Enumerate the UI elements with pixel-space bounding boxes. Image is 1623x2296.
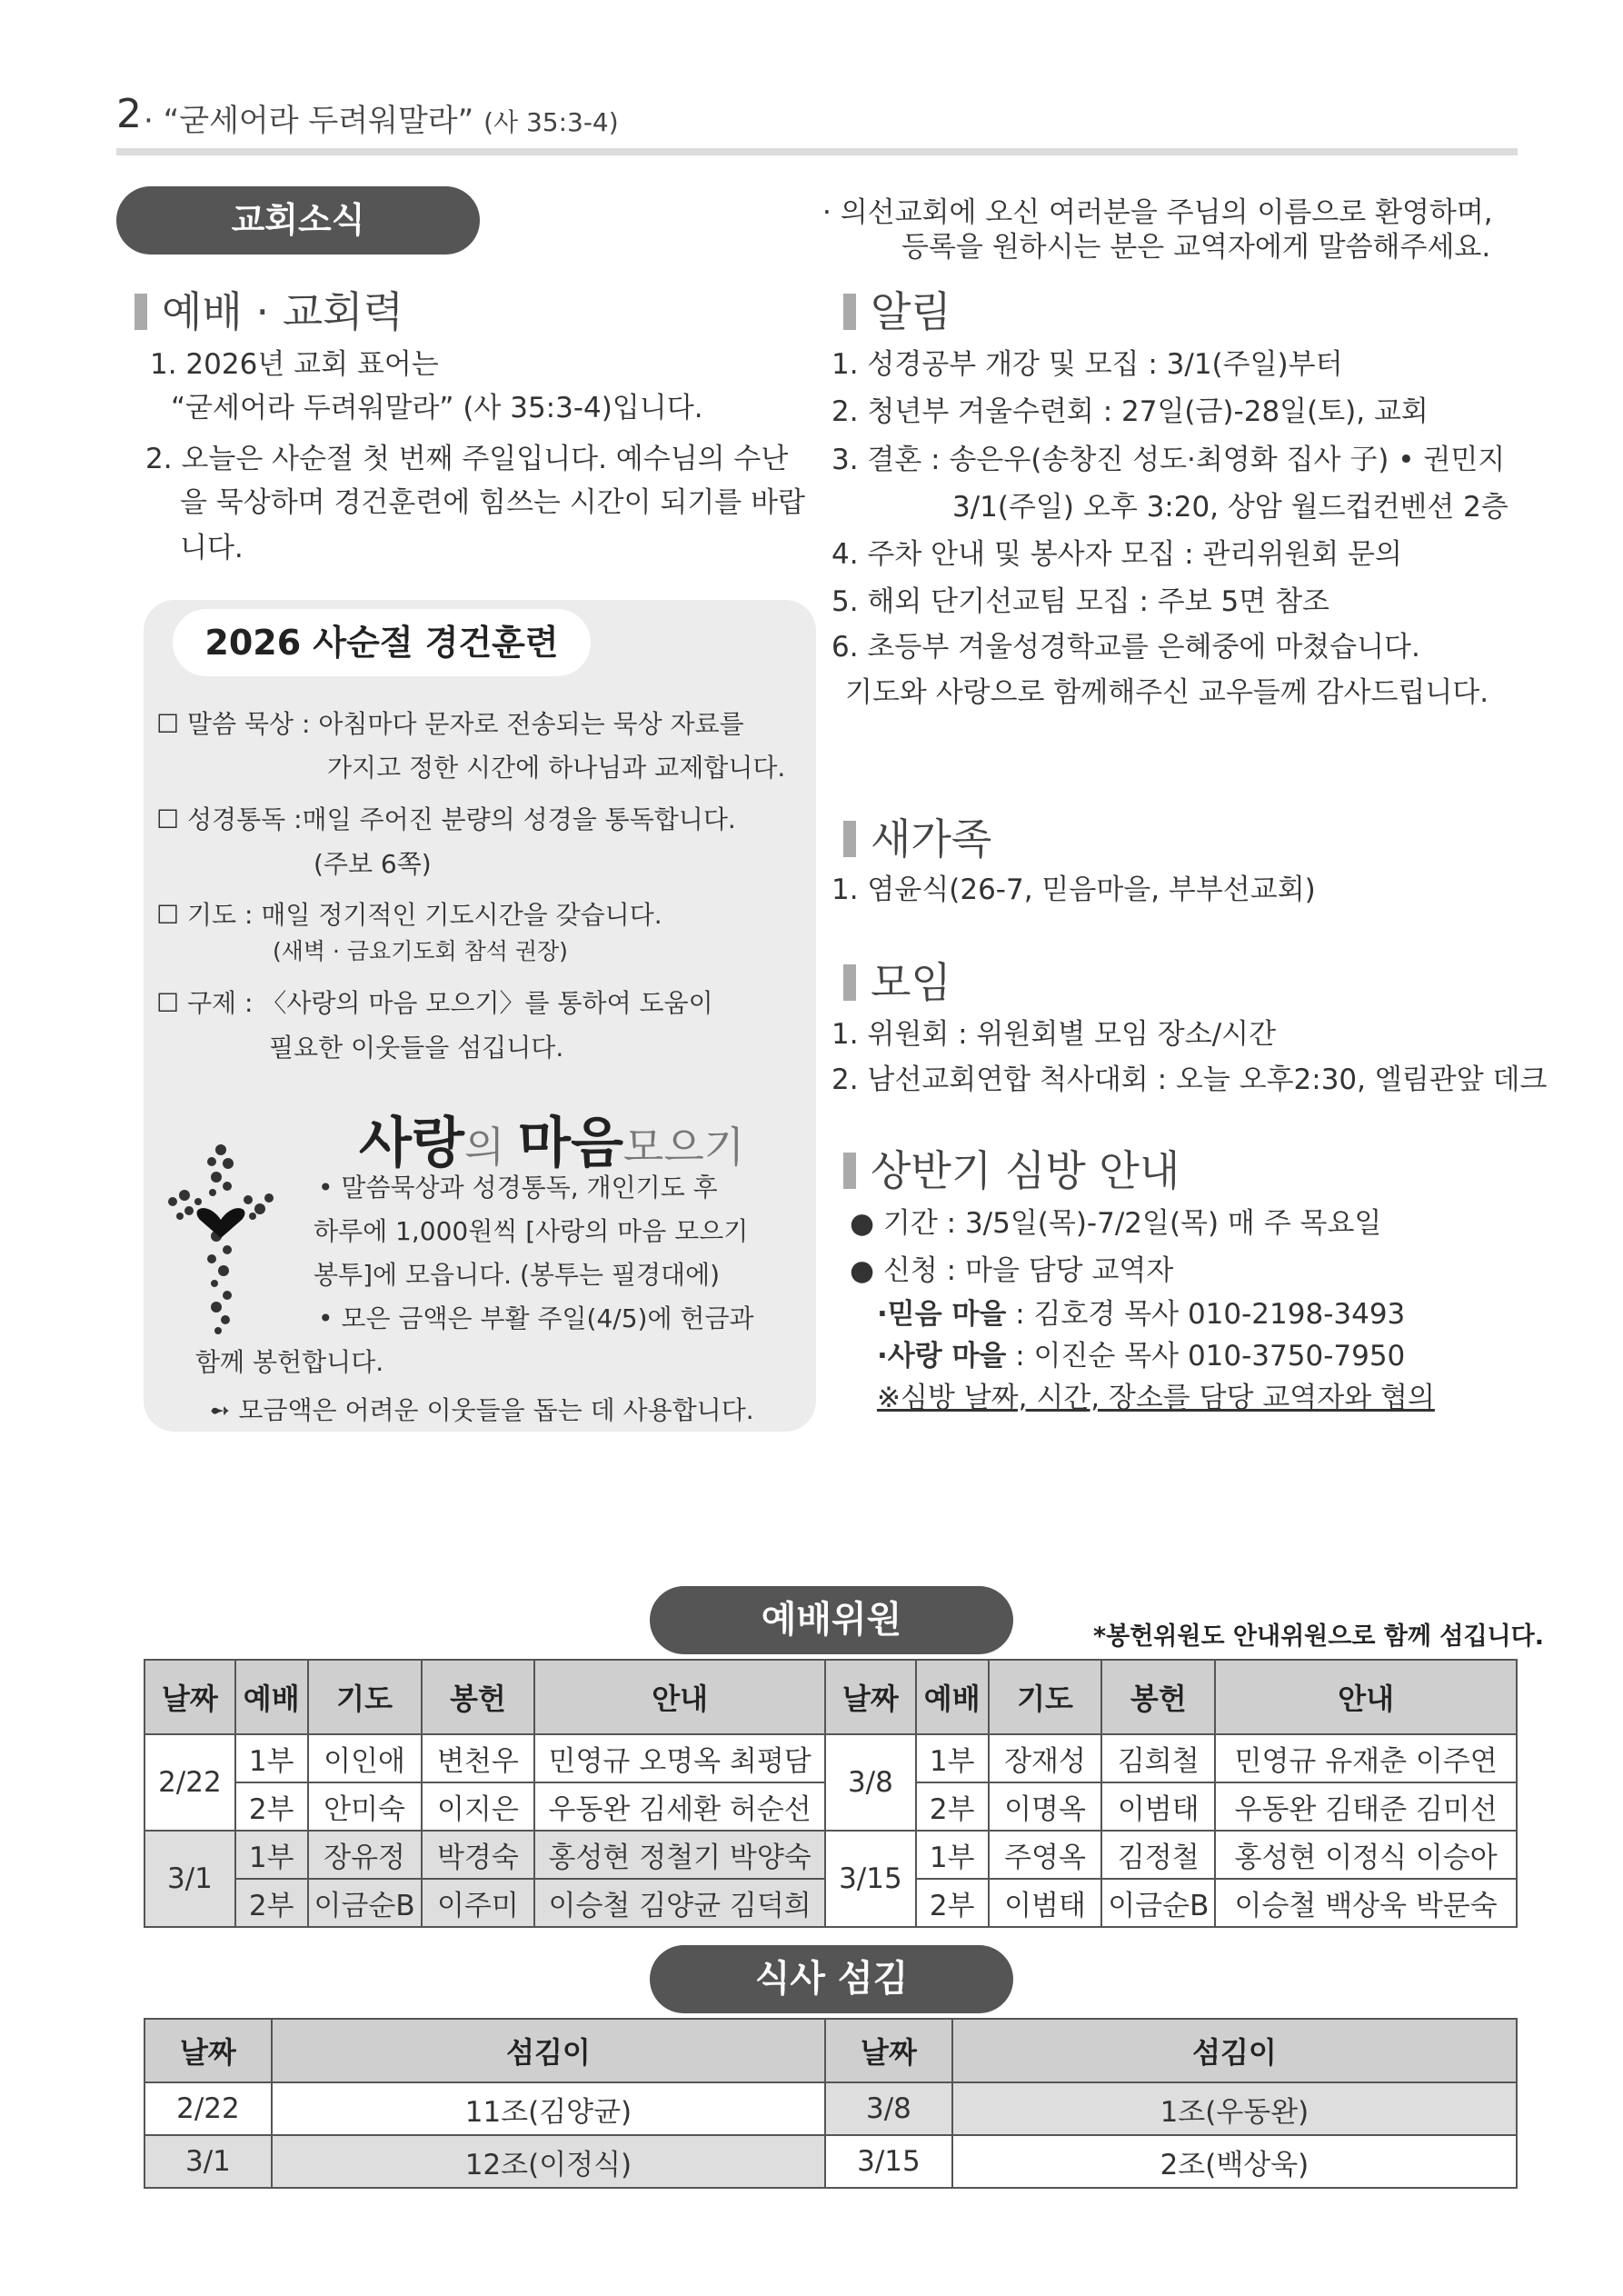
table-cell: 이주미 xyxy=(422,1879,535,1927)
table-cell: 1부 xyxy=(916,1734,989,1782)
lent-item-prayer: ☐ 기도 : 매일 정기적인 기도시간을 갖습니다. xyxy=(156,900,662,930)
heart-cross-icon xyxy=(162,1136,280,1336)
section-heading-worship-calendar: 예배 · 교회력 xyxy=(134,279,403,339)
header-divider xyxy=(116,148,1518,155)
lent-item-meditation-detail: 가지고 정한 시간에 하나님과 교제합니다. xyxy=(327,753,786,783)
table-row xyxy=(144,1734,1517,1782)
new-family-item-1: 1. 염윤식(26-7, 믿음마을, 부부선교회) xyxy=(831,873,1316,906)
table-cell-date: 2/22 xyxy=(144,1734,235,1831)
table-cell: 김희철 xyxy=(1101,1734,1215,1782)
col-offering: 봉헌 xyxy=(422,1660,535,1734)
table-cell: 1부 xyxy=(235,1831,308,1879)
table-cell: 장유정 xyxy=(308,1831,422,1879)
table-cell: 11조(김양균) xyxy=(272,2082,825,2135)
header-motto: “굳세어라 두려워말라” xyxy=(163,103,474,139)
announce-item-2: 2. 청년부 겨울수련회 : 27일(금)-28일(토), 교회 xyxy=(831,395,1429,428)
table-cell: 민영규 오명옥 최평담 xyxy=(534,1734,825,1782)
table-cell: 안미숙 xyxy=(308,1782,422,1831)
table-cell: 1조(우동완) xyxy=(952,2082,1517,2135)
welcome-line-2: 등록을 원하시는 분은 교역자에게 말씀해주세요. xyxy=(901,231,1491,264)
table-cell-date: 3/8 xyxy=(825,2082,952,2135)
table-cell: 홍성현 정철기 박양숙 xyxy=(534,1831,825,1879)
lent-notice-line-2: 을 묵상하며 경건훈련에 힘쓰는 시간이 되기를 바랍 xyxy=(180,486,805,519)
table-cell: 박경숙 xyxy=(422,1831,535,1879)
table-cell: 이승철 김양균 김덕희 xyxy=(534,1879,825,1927)
meal-service-table xyxy=(144,2018,1518,2189)
col-date: 날짜 xyxy=(144,2019,272,2082)
love-title-of: 의 xyxy=(463,1123,518,1172)
love-bullet-1-line-1: • 말씀묵상과 성경통독, 개인기도 후 xyxy=(318,1173,718,1203)
meeting-item-1: 1. 위원회 : 위원회별 모임 장소/시간 xyxy=(831,1018,1277,1051)
love-title-collect: 모으기 xyxy=(622,1123,745,1172)
meal-table-header xyxy=(144,2019,1517,2082)
lent-training-title: 2026 사순절 경건훈련 xyxy=(173,609,591,676)
visit-contact-faith-village xyxy=(877,1291,1405,1332)
table-cell: 민영규 유재춘 이주연 xyxy=(1215,1734,1517,1782)
table-cell: 2부 xyxy=(916,1782,989,1831)
meeting-item-2: 2. 남선교회연합 척사대회 : 오늘 오후2:30, 엘림관앞 데크 xyxy=(831,1063,1548,1096)
col-server: 섬김이 xyxy=(952,2019,1517,2082)
table-cell-date: 3/1 xyxy=(144,1831,235,1927)
faith-village-label: ·믿음 마을 xyxy=(877,1298,1007,1331)
table-cell: 변천우 xyxy=(422,1734,535,1782)
table-cell: 2부 xyxy=(235,1879,308,1927)
col-guide: 안내 xyxy=(1215,1660,1517,1734)
table-cell: 1부 xyxy=(916,1831,989,1879)
page-header-title xyxy=(144,95,619,140)
col-service: 예배 xyxy=(235,1660,308,1734)
table-row xyxy=(144,2082,1517,2135)
table-cell: 2부 xyxy=(916,1879,989,1927)
table-cell: 이금순B xyxy=(308,1879,422,1927)
header-reference: (사 35:3-4) xyxy=(483,107,619,137)
lent-item-meditation: ☐ 말씀 묵상 : 아침마다 문자로 전송되는 묵상 자료를 xyxy=(156,709,744,739)
table-cell-date: 3/1 xyxy=(144,2135,272,2188)
page-number: 2 xyxy=(116,91,142,137)
love-collection-title xyxy=(359,1100,744,1178)
announce-item-3: 3. 결혼 : 송은우(송창진 성도·최영화 집사 子) • 권민지 xyxy=(831,444,1506,476)
love-title-heart: 마음 xyxy=(517,1112,623,1175)
announce-item-5: 5. 해외 단기선교팀 모집 : 주보 5면 참조 xyxy=(831,585,1329,618)
love-bullet-2-line-2: 함께 봉헌합니다. xyxy=(195,1347,384,1377)
visit-note: ※심방 날짜, 시간, 장소를 담당 교역자와 협의 xyxy=(877,1382,1435,1414)
welcome-line-1: · 의선교회에 오신 여러분을 주님의 이름으로 환영하며, xyxy=(822,196,1493,229)
table-cell: 2부 xyxy=(235,1782,308,1831)
header-dot: · xyxy=(144,103,154,139)
visit-period: ● 기간 : 3/5일(목)-7/2일(목) 매 주 목요일 xyxy=(850,1207,1382,1240)
worship-committee-pill: 예배위원 xyxy=(650,1586,1013,1654)
table-cell-date: 2/22 xyxy=(144,2082,272,2135)
table-cell-date: 3/15 xyxy=(825,2135,952,2188)
table-cell-date: 3/15 xyxy=(825,1831,916,1927)
announce-item-6: 6. 초등부 겨울성경학교를 은혜중에 마쳤습니다. xyxy=(831,631,1420,664)
table-cell: 우동완 김세환 허순선 xyxy=(534,1782,825,1831)
table-cell: 주영옥 xyxy=(989,1831,1102,1879)
section-heading-meetings: 모임 xyxy=(843,950,951,1010)
lent-item-bible-reading-detail: (주보 6쪽) xyxy=(314,849,432,879)
motto-line-2: “굳세어라 두려워말라” (사 35:3-4)입니다. xyxy=(171,392,703,424)
table-cell-date: 3/8 xyxy=(825,1734,916,1831)
section-heading-visitation: 상반기 심방 안내 xyxy=(843,1138,1180,1198)
table-cell: 이명옥 xyxy=(989,1782,1102,1831)
table-cell: 12조(이정식) xyxy=(272,2135,825,2188)
section-heading-announcements: 알림 xyxy=(843,279,951,339)
love-usage-note: ➻ 모금액은 어려운 이웃들을 돕는 데 사용합니다. xyxy=(209,1395,754,1425)
table-cell: 홍성현 이정식 이승아 xyxy=(1215,1831,1517,1879)
worship-table-header xyxy=(144,1660,1517,1734)
col-service: 예배 xyxy=(916,1660,989,1734)
lent-item-relief: ☐ 구제 : 〈사랑의 마음 모으기〉를 통하여 도움이 xyxy=(156,988,713,1018)
lent-notice-line-1: 2. 오늘은 사순절 첫 번째 주일입니다. 예수님의 수난 xyxy=(145,443,789,475)
love-village-contact: : 이진순 목사 010-3750-7950 xyxy=(1006,1340,1406,1373)
worship-committee-table xyxy=(144,1659,1518,1928)
col-prayer: 기도 xyxy=(989,1660,1102,1734)
love-title-love: 사랑 xyxy=(359,1112,464,1175)
faith-village-contact: : 김호경 목사 010-2198-3493 xyxy=(1006,1298,1406,1331)
love-village-label: ·사랑 마을 xyxy=(877,1340,1007,1373)
table-cell: 이범태 xyxy=(1101,1782,1215,1831)
col-prayer: 기도 xyxy=(308,1660,422,1734)
table-cell: 이범태 xyxy=(989,1879,1102,1927)
table-cell: 이인애 xyxy=(308,1734,422,1782)
lent-item-relief-detail: 필요한 이웃들을 섬깁니다. xyxy=(269,1033,564,1063)
col-date: 날짜 xyxy=(144,1660,235,1734)
table-row xyxy=(144,2135,1517,2188)
table-row xyxy=(144,1831,1517,1879)
meal-service-pill: 식사 섬김 xyxy=(650,1945,1013,2013)
col-offering: 봉헌 xyxy=(1101,1660,1215,1734)
visit-contact-love-village xyxy=(877,1333,1405,1373)
announce-item-6-detail: 기도와 사랑으로 함께해주신 교우들께 감사드립니다. xyxy=(845,676,1489,709)
announce-item-1: 1. 성경공부 개강 및 모집 : 3/1(주일)부터 xyxy=(831,348,1343,381)
motto-line-1: 1. 2026년 교회 표어는 xyxy=(150,348,439,381)
table-cell: 이지은 xyxy=(422,1782,535,1831)
table-cell: 이금순B xyxy=(1101,1879,1215,1927)
table-cell: 2조(백상욱) xyxy=(952,2135,1517,2188)
announce-item-4: 4. 주차 안내 및 봉사자 모집 : 관리위원회 문의 xyxy=(831,538,1402,571)
visit-application: ● 신청 : 마을 담당 교역자 xyxy=(850,1254,1174,1287)
lent-item-bible-reading: ☐ 성경통독 :매일 주어진 분량의 성경을 통독합니다. xyxy=(156,804,736,834)
love-bullet-2-line-1: • 모은 금액은 부활 주일(4/5)에 헌금과 xyxy=(318,1303,754,1333)
table-cell: 1부 xyxy=(235,1734,308,1782)
love-bullet-1-line-2: 하루에 1,000원씩 [사랑의 마음 모으기 xyxy=(314,1216,749,1246)
section-heading-new-family: 새가족 xyxy=(843,806,991,866)
col-guide: 안내 xyxy=(534,1660,825,1734)
church-news-pill: 교회소식 xyxy=(116,186,480,255)
lent-item-prayer-detail: (새벽 · 금요기도회 참석 권장) xyxy=(273,938,568,964)
col-date: 날짜 xyxy=(825,1660,916,1734)
table-cell: 이승철 백상욱 박문숙 xyxy=(1215,1879,1517,1927)
col-date: 날짜 xyxy=(825,2019,952,2082)
love-bullet-1-line-3: 봉투]에 모읍니다. (봉투는 필경대에) xyxy=(314,1260,721,1290)
announce-item-3-detail: 3/1(주일) 오후 3:20, 상암 월드컵컨벤션 2층 xyxy=(952,491,1508,524)
table-cell: 김정철 xyxy=(1101,1831,1215,1879)
col-server: 섬김이 xyxy=(272,2019,825,2082)
lent-notice-line-3: 니다. xyxy=(180,532,244,564)
worship-committee-note: *봉헌위원도 안내위원으로 함께 섬깁니다. xyxy=(1093,1622,1544,1651)
table-cell: 장재성 xyxy=(989,1734,1102,1782)
table-cell: 우동완 김태준 김미선 xyxy=(1215,1782,1517,1831)
